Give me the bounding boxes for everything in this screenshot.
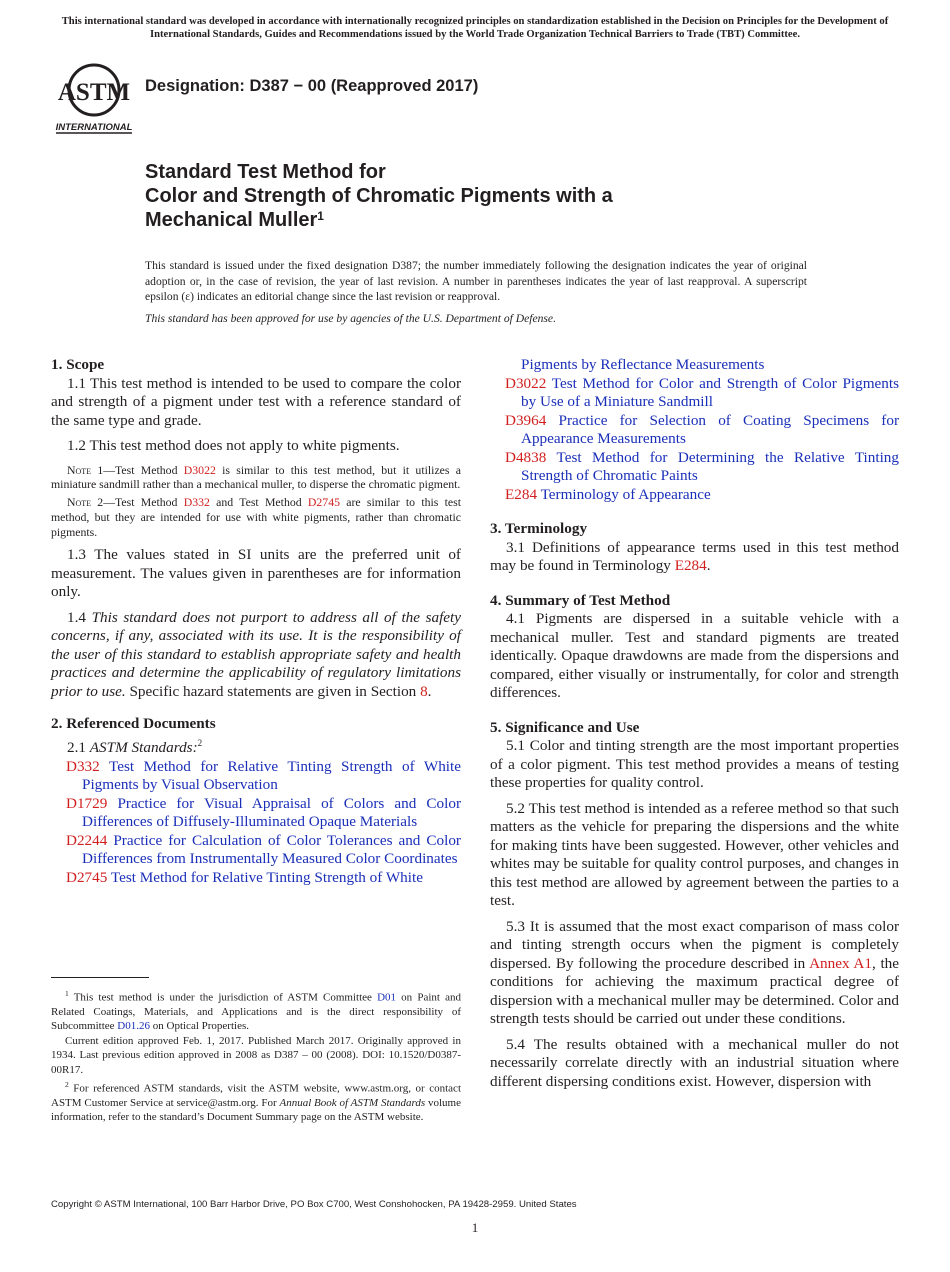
right-column xyxy=(490,356,899,1098)
note-2: Note 2—Test Method D332 and Test Method D2745 are similar to this test method, but they are intended for use with white pigments, rather than chromatic pigments. xyxy=(51,495,461,539)
designation: Designation: D387 − 00 (Reapproved 2017) xyxy=(145,77,479,95)
ref-title[interactable]: Practice for Visual Appraisal of Colors and Color Differences of Diffusely-Illuminated Opaque Materials xyxy=(82,794,462,831)
paragraph-3-1: 3.1 Definitions of appearance terms used in this test method may be found in Terminology E284. xyxy=(490,538,899,574)
ref-title[interactable]: Test Method for Relative Tinting Strength of White Pigments by Visual Observation xyxy=(82,757,461,794)
paragraph-5-3: 5.3 It is assumed that the most exact comparison of mass color and tinting strength occurs when the pigment is completely dispersed. By following the procedure described in Annex A1, the conditions for achieving the maximum practical degree of dispersion with a mechanical muller may be determined. Color and strength tests should be carried out under these conditions. xyxy=(490,917,899,1027)
note-1-label: Note 1 xyxy=(67,462,104,477)
ref-code[interactable]: D1729 xyxy=(66,794,108,812)
section-heading-terminology: 3. Terminology xyxy=(490,520,588,537)
title-line-2: Color and Strength of Chromatic Pigments with a xyxy=(145,185,613,207)
title-line-1: Standard Test Method for xyxy=(145,161,386,183)
footnote-1: $^1$ This test method is under the jurisdiction of ASTM Committee D01 on Paint and Related Coatings, Materials, and Applications and is the direct responsibility of Subcommittee D01.26 on Optical Properties. xyxy=(51,989,461,1033)
ref-code[interactable]: D3022 xyxy=(505,374,547,392)
astm-logo-subtext: INTERNATIONAL xyxy=(55,122,133,133)
paragraph-5-4: 5.4 The results obtained with a mechanical muller do not necessarily correlate directly with an industrial situation where different dispersing conditions exist. However, dispersion with xyxy=(490,1035,899,1090)
section-heading-significance: 5. Significance and Use xyxy=(490,718,640,736)
ref-item[interactable] xyxy=(490,449,899,486)
paragraph-5-2: 5.2 This test method is intended as a referee method so that such matters as the vehicle for preparing the dispersions and the white for making tints have been suggested. However, other vehicles and whites may be suitable for quality control purposes, and changes in this test method are allowed by agreement between the parties to a test. xyxy=(490,799,899,909)
ref-item[interactable] xyxy=(490,412,899,449)
note-2-label: Note 2 xyxy=(67,495,104,510)
section-heading-referenced-documents: 2. Referenced Documents xyxy=(51,715,216,733)
left-column xyxy=(51,356,461,887)
ref-item[interactable] xyxy=(51,869,461,888)
document-title xyxy=(145,160,805,232)
footnotes xyxy=(51,987,461,1125)
ref-title[interactable]: Test Method for Determining the Relative Tinting Strength of Chromatic Paints xyxy=(521,448,899,484)
ref-code[interactable]: D332 xyxy=(66,757,100,775)
wto-notice: This international standard was developed in accordance with internationally recognized principles on standardization established in the Decision on Principles for the Development of International Standards, Guides and Recommendations issued by the World Trade Organization Technical Barriers to Trade (TBT) Committee. xyxy=(61,16,889,40)
ref-title[interactable]: Test Method for Relative Tinting Strength of White xyxy=(110,868,423,886)
astm-logo xyxy=(52,56,136,136)
ref-item[interactable] xyxy=(51,795,461,832)
paragraph-5-1: 5.1 Color and tinting strength are the most important properties of a color pigment. This test method provides a means of testing these properties for quality control. xyxy=(490,737,899,791)
title-line-3: Mechanical Muller xyxy=(145,209,318,231)
ref-code[interactable]: D2244 xyxy=(66,831,108,849)
paragraph-1-4: 1.4 This standard does not purport to address all of the safety concerns, if any, associated with its use. It is the responsibility of the user of this standard to establish appropriate safety and health practices and determine the applicability of regulatory limitations prior to use. Specific hazard statements are given in Section 8. xyxy=(51,608,462,700)
link-d3022[interactable]: D3022 xyxy=(183,462,216,477)
paragraph-1-1: 1.1 This test method is intended to be used to compare the color and strength of a pigment under test with a reference standard of the same type and grade. xyxy=(51,374,461,429)
link-d01[interactable]: D01 xyxy=(377,991,397,1004)
link-d332[interactable]: D332 xyxy=(183,495,210,510)
ref-title[interactable]: Practice for Selection of Coating Specimens for Appearance Measurements xyxy=(521,411,899,447)
link-annex-a1[interactable]: Annex A1 xyxy=(809,954,872,972)
ref-item[interactable] xyxy=(490,486,899,505)
link-section-8[interactable]: 8 xyxy=(420,682,428,700)
paragraph-4-1: 4.1 Pigments are dispersed in a suitable vehicle with a mechanical muller. Test and standard pigments are treated identically. Opaque drawdowns are made from the dispersions and compared, either visually or instrumentally, for color and strength differences. xyxy=(490,610,899,701)
ref-item[interactable] xyxy=(490,375,899,412)
page-number: 1 xyxy=(471,1220,479,1235)
astm-standards-label: 2.1 ASTM Standards:$^2$ xyxy=(67,737,203,757)
ref-title[interactable]: Test Method for Color and Strength of Color Pigments by Use of a Miniature Sandmill xyxy=(521,374,899,410)
ref-item[interactable] xyxy=(51,758,461,795)
ref-code[interactable]: E284 xyxy=(505,485,538,503)
footnote-2: $^2$ For referenced ASTM standards, visit the ASTM website, www.astm.org, or contact ASTM Customer Service at service@astm.org. For Annual Book of ASTM Standards volume information, refer to the standard’s Document Summary page on the ASTM website. xyxy=(51,1079,461,1123)
issue-statement: This standard is issued under the fixed designation D387; the number immediately following the designation indicates the year of original adoption or, in the case of revision, the year of last revision. A number in parentheses indicates the year of last reapproval. A superscript epsilon (ε) indicates an editorial change since the last revision or reapproval. xyxy=(145,259,807,303)
copyright-notice: Copyright © ASTM International, 100 Barr Harbor Drive, PO Box C700, West Conshohocken, PA 19428-2959. United States xyxy=(51,1199,577,1210)
section-heading-scope: 1. Scope xyxy=(51,356,105,373)
note-1: Note 1—Test Method D3022 is similar to this test method, but it utilizes a miniature sandmill rather than a mechanical muller, to disperse the chromatic pigment. xyxy=(51,462,461,492)
title-footnote-mark: 1 xyxy=(317,209,324,223)
footnote-edition: Current edition approved Feb. 1, 2017. Published March 2017. Originally approved in 1934. Last previous edition approved in 2008 as D387 – 00 (2008). DOI: 10.1520/D0387-00R17. xyxy=(51,1035,461,1076)
link-d2745[interactable]: D2745 xyxy=(307,495,341,510)
ref-title-continued[interactable]: Pigments by Reflectance Measurements xyxy=(521,356,765,373)
ref-code[interactable]: D3964 xyxy=(505,411,547,429)
ref-title[interactable]: Practice for Calculation of Color Tolerances and Color Differences from Instrumentally Measured Color Coordinates xyxy=(82,831,461,868)
astm-logo-text: ASTM xyxy=(57,79,131,106)
approval-statement: This standard has been approved for use by agencies of the U.S. Department of Defense. xyxy=(145,312,556,325)
ref-item[interactable] xyxy=(51,832,461,869)
footnote-divider xyxy=(51,977,149,978)
link-d01-26[interactable]: D01.26 xyxy=(117,1020,150,1033)
ref-code[interactable]: D4838 xyxy=(505,448,547,466)
link-e284[interactable]: E284 xyxy=(674,557,707,574)
section-heading-summary: 4. Summary of Test Method xyxy=(490,591,671,609)
ref-title[interactable]: Terminology of Appearance xyxy=(540,485,711,503)
paragraph-1-2: 1.2 This test method does not apply to white pigments. xyxy=(67,437,400,454)
ref-code[interactable]: D2745 xyxy=(66,868,108,886)
ref-item-continued[interactable] xyxy=(490,356,899,375)
paragraph-1-3: 1.3 The values stated in SI units are the preferred unit of measurement. The values given in parentheses are for information only. xyxy=(51,546,461,601)
